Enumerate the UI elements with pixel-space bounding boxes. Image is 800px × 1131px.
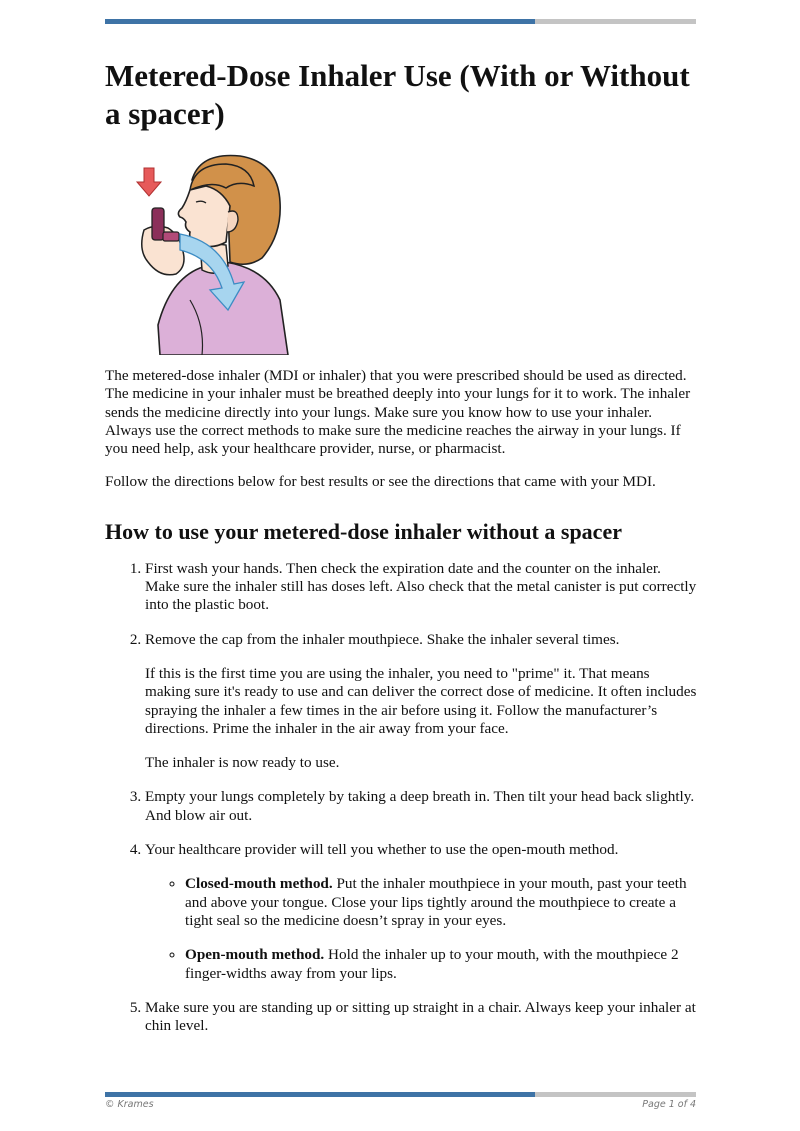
step-text: 5. Make sure you are standing up or sitting up straight in a chair. Always keep your inhaler at chin level. (145, 998, 696, 1035)
step-text: 2. Remove the cap from the inhaler mouthpiece. Shake the inhaler several times. (145, 630, 620, 648)
person-using-inhaler-icon (130, 150, 300, 355)
method-title: Open-mouth method. (185, 946, 325, 964)
method-text: Hold the inhaler up to your mouth, with the mouthpiece 2 finger-widths away from your lips. (185, 946, 679, 982)
step-text: 3. Empty your lungs completely by taking a deep breath in. Then tilt your head back slightly. And blow air out. (145, 788, 695, 824)
footer-rule (105, 1092, 696, 1097)
step-item (145, 999, 697, 1036)
intro-paragraph: The metered-dose inhaler (MDI or inhaler) that you were prescribed should be used as directed. The medicine in your inhaler must be breathed deeply into your lungs for it to work. The inhaler sends the medicine directly into your lungs. Make sure you know how to use your inhaler. Always use the correct methods to make sure the medicine reaches the airway in your lungs. If you need help, ask your healthcare provider, nurse, or pharmacist. (105, 367, 691, 458)
copyright: © Krames (105, 1099, 154, 1110)
document-body (105, 367, 697, 1051)
method-text: Put the inhaler mouthpiece in your mouth, past your teeth and above your tongue. Close your lips tightly around the mouthpiece to create a tight seal so the medicine doesn’t spray in your eyes. (185, 875, 687, 929)
step-text: 1. First wash your hands. Then check the expiration date and the counter on the inhaler. Make sure the inhaler still has doses left. Also check that the metal canister is put correctly into the plastic boot. (145, 559, 697, 614)
header-rule (105, 19, 696, 24)
step-item (145, 560, 697, 615)
section-heading: How to use your metered-dose inhaler without a spacer (105, 518, 622, 544)
steps-list (105, 560, 697, 1036)
page-title: Metered-Dose Inhaler Use (With or Without a spacer) (105, 58, 690, 131)
step-detail-ready: The inhaler is now ready to use. (145, 754, 340, 772)
footer-rule-accent (105, 1092, 535, 1097)
page-footer (105, 1099, 696, 1110)
step-item (145, 631, 697, 773)
method-title: Closed-mouth method. (185, 875, 333, 893)
page-number: Page 1 of 4 (642, 1099, 696, 1110)
method-item-open-mouth (185, 946, 697, 983)
footer-rule-neutral (535, 1092, 696, 1097)
methods-list (145, 875, 697, 982)
step-text: 4. Your healthcare provider will tell you whether to use the open-mouth method. (145, 841, 619, 859)
header-rule-neutral (535, 19, 696, 24)
step-item (145, 841, 697, 983)
step-detail-priming: If this is the first time you are using the inhaler, you need to "prime" it. That means making sure it's ready to use and can deliver the correct dose of medicine. It often includes spraying the inhaler a few times in the air before using it. Follow the manufacturer’s directions. Prime the inhaler in the air away from your face. (145, 664, 697, 737)
header-rule-accent (105, 19, 535, 24)
step-item (145, 788, 697, 825)
intro-directions-note: Follow the directions below for best results or see the directions that came with your MDI. (105, 473, 656, 491)
method-item-closed-mouth (185, 875, 697, 930)
